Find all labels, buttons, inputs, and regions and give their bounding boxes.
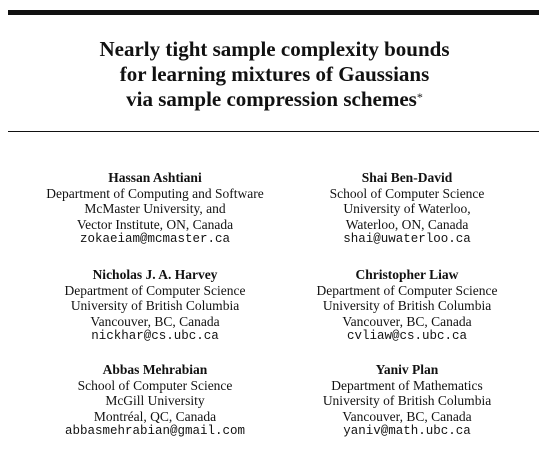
author-affiliation: Department of Computer Science [316, 282, 498, 298]
author-affiliation: Vector Institute, ON, Canada [76, 216, 234, 232]
title-line-3-text: via sample compression schemes [126, 87, 417, 111]
paper-title [0, 37, 549, 112]
author-email: abbasmehrabian@gmail.com [64, 424, 246, 438]
author-affiliation: Vancouver, BC, Canada [342, 408, 472, 424]
bottom-rule [8, 131, 539, 132]
author-name: Nicholas J. A. Harvey [92, 267, 218, 282]
author-affiliation: Department of Mathematics [331, 377, 483, 393]
author-name: Shai Ben-David [361, 170, 453, 185]
author-affiliation: School of Computer Science [77, 377, 233, 393]
author-affiliation: Department of Computing and Software [46, 185, 264, 201]
author-name: Yaniv Plan [375, 362, 439, 377]
author-affiliation: Vancouver, BC, Canada [90, 313, 220, 329]
author-affiliation: University of British Columbia [322, 393, 492, 408]
author-name: Christopher Liaw [355, 267, 459, 282]
author-block [292, 170, 522, 248]
author-block [30, 170, 280, 248]
top-rule [8, 10, 539, 15]
author-block [30, 267, 280, 345]
author-email: zokaeiam@mcmaster.ca [79, 232, 231, 246]
title-footnote-mark: * [416, 90, 423, 104]
author-affiliation: McMaster University, and [84, 201, 226, 216]
author-email: nickhar@cs.ubc.ca [91, 329, 219, 343]
title-line-1: Nearly tight sample complexity bounds [99, 37, 450, 61]
author-affiliation: Vancouver, BC, Canada [342, 313, 472, 329]
author-affiliation: Department of Computer Science [64, 282, 246, 298]
author-block [292, 267, 522, 345]
author-affiliation: University of Waterloo, [343, 201, 471, 216]
author-affiliation: Waterloo, ON, Canada [345, 216, 469, 232]
author-block [292, 362, 522, 440]
author-block [30, 362, 280, 440]
author-email: cvliaw@cs.ubc.ca [346, 329, 468, 343]
author-name: Abbas Mehrabian [102, 362, 208, 377]
author-affiliation: Montréal, QC, Canada [93, 408, 217, 424]
author-affiliation: University of British Columbia [322, 298, 492, 313]
author-affiliation: McGill University [105, 393, 205, 408]
author-affiliation: University of British Columbia [70, 298, 240, 313]
author-email: yaniv@math.ubc.ca [343, 424, 471, 438]
author-name: Hassan Ashtiani [108, 170, 202, 185]
author-email: shai@uwaterloo.ca [343, 232, 471, 246]
title-line-2: for learning mixtures of Gaussians [119, 62, 430, 86]
title-line-3 [0, 87, 549, 112]
author-affiliation: School of Computer Science [329, 185, 485, 201]
